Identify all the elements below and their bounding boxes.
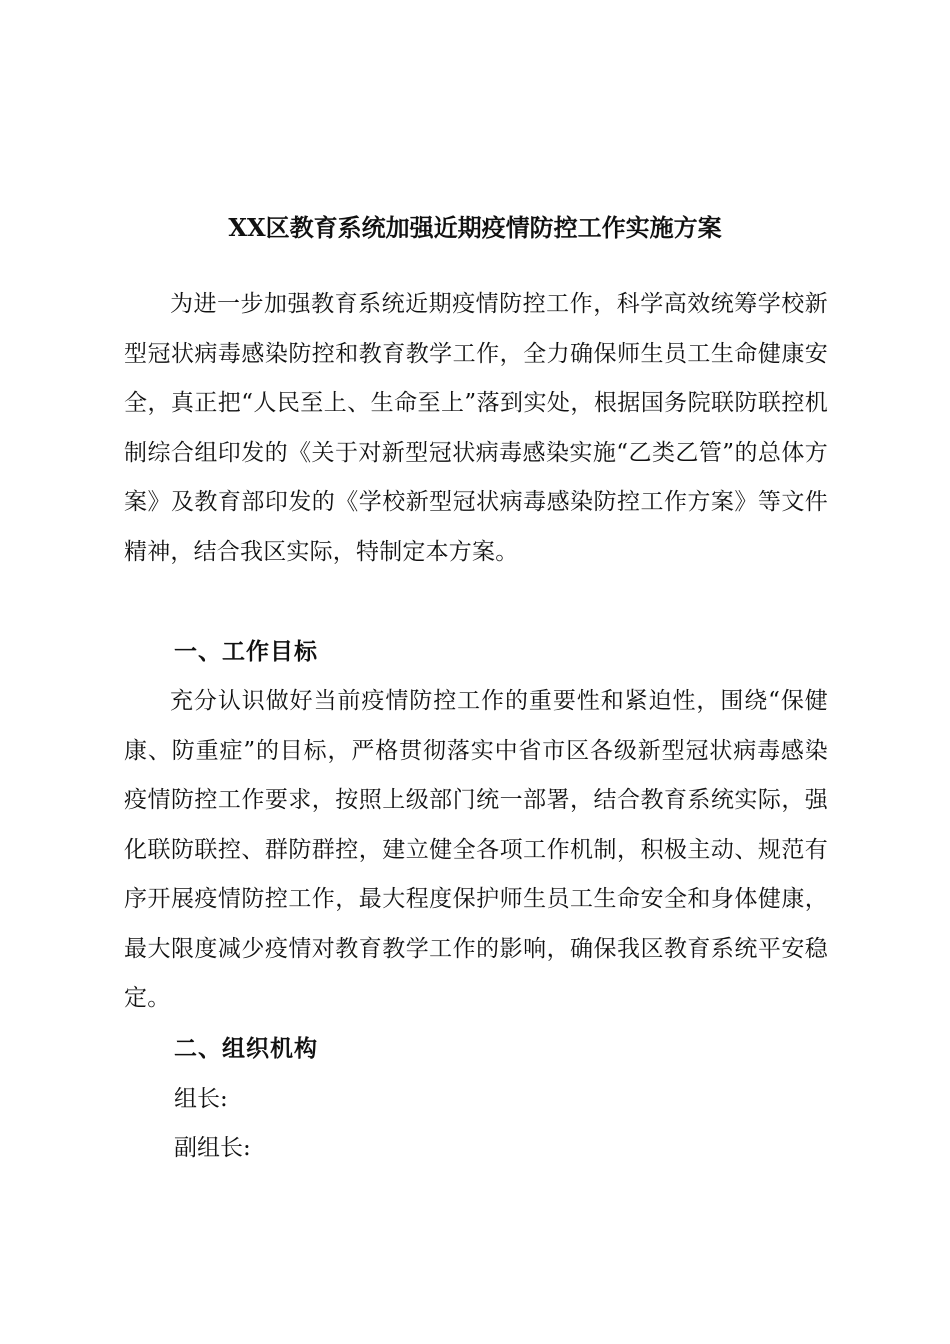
intro-paragraph-text: 为进一步加强教育系统近期疫情防控工作，科学高效统筹学校新型冠状病毒感染防控和教育教学工作，全力确保师生员工生命健康安全，真正把“人民至上、生命至上”落到实处，根据国务院联防联控机制综合组印发的《关于对新型冠状病毒感染实施“乙类乙管”的总体方案》及教育部印发的《学校新型冠状病毒感染防控工作方案》等文件精神，结合我区实际，特制定本方案。 [124, 291, 828, 565]
org-line-deputy-leader: 副组长: [174, 1135, 251, 1161]
section-heading-organization: 二、组织机构 [174, 1036, 318, 1062]
intro-paragraph [124, 280, 828, 577]
document-title: XX区教育系统加强近期疫情防控工作实施方案 [228, 213, 722, 242]
org-line-leader: 组长: [174, 1086, 228, 1112]
work-goals-paragraph-text: 充分认识做好当前疫情防控工作的重要性和紧迫性，围绕“保健康、防重症”的目标，严格贯彻落实中省市区各级新型冠状病毒感染疫情防控工作要求，按照上级部门统一部署，结合教育系统实际，强化联防联控、群防群控，建立健全各项工作机制，积极主动、规范有序开展疫情防控工作，最大程度保护师生员工生命安全和身体健康，最大限度减少疫情对教育教学工作的影响，确保我区教育系统平安稳定。 [124, 688, 828, 1011]
work-goals-paragraph [124, 677, 828, 1024]
section-heading-work-goals: 一、工作目标 [174, 639, 318, 665]
